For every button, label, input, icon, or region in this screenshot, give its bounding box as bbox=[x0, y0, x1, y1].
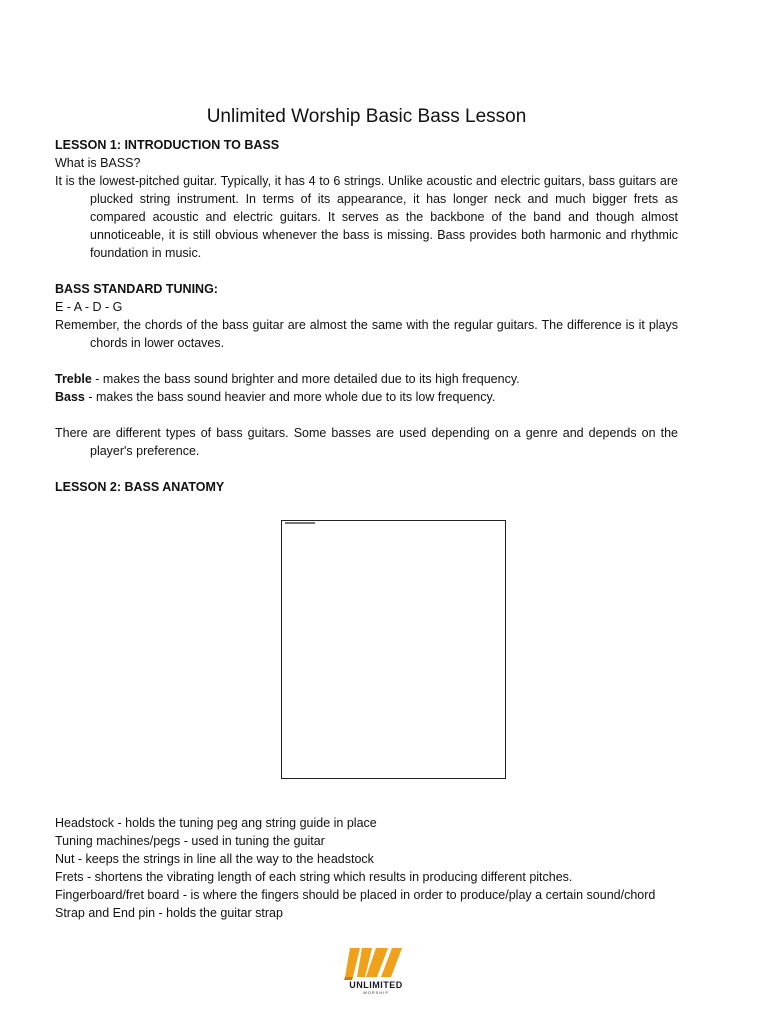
logo-wordmark: UNLIMITED bbox=[349, 980, 403, 990]
part-fingerboard: Fingerboard/fret board - is where the fingers should be placed in order to produce/play a certain sound/chord bbox=[55, 888, 656, 902]
lesson1-question: What is BASS? bbox=[55, 156, 141, 170]
lesson-content bbox=[55, 136, 678, 496]
image-caption-mark bbox=[285, 522, 315, 524]
page-title: Unlimited Worship Basic Bass Lesson bbox=[206, 105, 527, 127]
tuning-paragraph: Remember, the chords of the bass guitar are almost the same with the regular guitars. The difference is it plays chords in lower octaves. bbox=[55, 318, 678, 350]
anatomy-parts-list bbox=[55, 814, 695, 922]
treble-line bbox=[55, 370, 678, 388]
part-tuning-machines: Tuning machines/pegs - used in tuning the guitar bbox=[55, 834, 325, 848]
spacer bbox=[55, 352, 678, 370]
spacer bbox=[55, 406, 678, 424]
spacer bbox=[55, 262, 678, 280]
bass-anatomy-image bbox=[281, 520, 506, 779]
types-paragraph: There are different types of bass guitars. Some basses are used depending on a genre and depends on the player's preference. bbox=[55, 426, 678, 458]
tuning-heading: BASS STANDARD TUNING: bbox=[55, 282, 218, 296]
part-nut: Nut - keeps the strings in line all the way to the headstock bbox=[55, 852, 374, 866]
bass-text: - makes the bass sound heavier and more whole due to its low frequency. bbox=[84, 390, 496, 404]
spacer bbox=[55, 460, 678, 478]
part-frets: Frets - shortens the vibrating length of each string which results in producing different pitches. bbox=[55, 870, 573, 884]
bass-label: Bass bbox=[55, 390, 85, 404]
logo-subtitle: WORSHIP bbox=[362, 990, 390, 995]
part-strap-end-pin: Strap and End pin - holds the guitar strap bbox=[55, 906, 283, 920]
part-headstock: Headstock - holds the tuning peg ang string guide in place bbox=[55, 816, 377, 830]
lesson1-paragraph: It is the lowest-pitched guitar. Typically, it has 4 to 6 strings. Unlike acoustic and electric guitars, bass guitars are plucked string instrument. In terms of its appearance, it has longer neck and much bigger frets as compared acoustic and electric guitars. It serves as the backbone of the band and though almost unnoticeable, it is still obvious whenever the bass is missing. Bass provides both harmonic and rhythmic foundation in music. bbox=[55, 174, 678, 260]
lesson2-heading: LESSON 2: BASS ANATOMY bbox=[55, 480, 225, 494]
tuning-notes: E - A - D - G bbox=[55, 300, 123, 314]
bass-line bbox=[55, 388, 678, 406]
treble-label: Treble bbox=[55, 372, 92, 386]
treble-text: - makes the bass sound brighter and more detailed due to its high frequency. bbox=[91, 372, 520, 386]
lesson1-heading: LESSON 1: INTRODUCTION TO BASS bbox=[55, 138, 280, 152]
